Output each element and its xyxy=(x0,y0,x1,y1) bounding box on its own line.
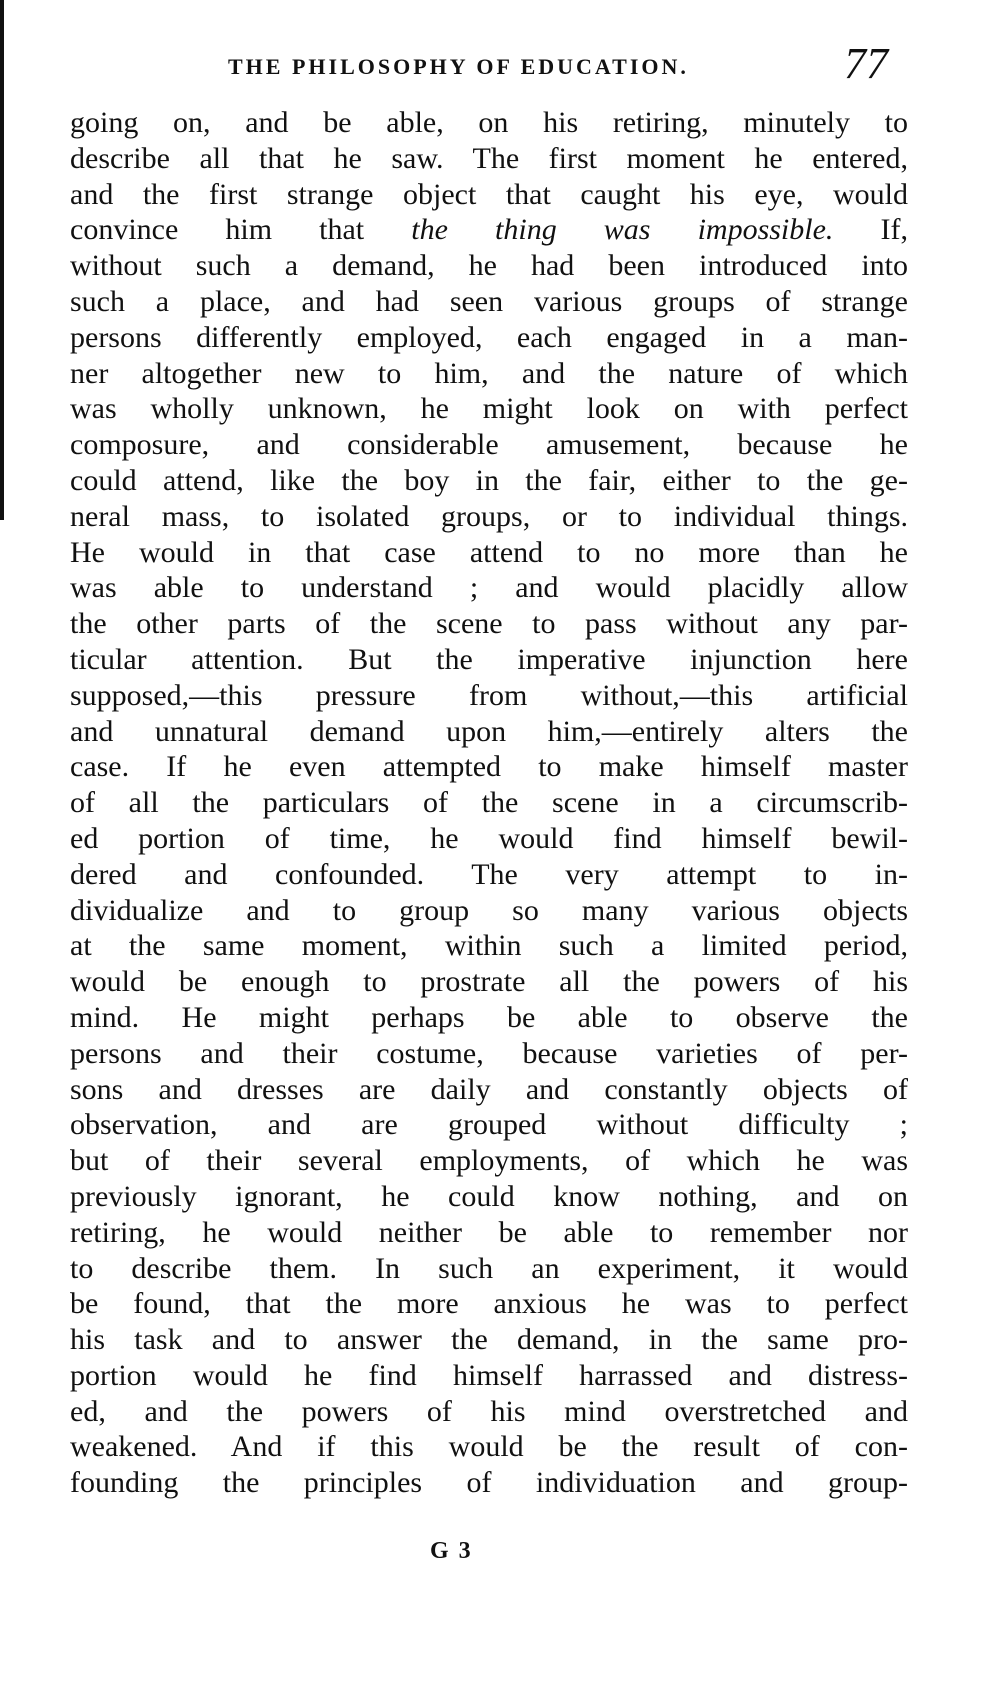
text-line: at the same moment, within such a limited period, xyxy=(70,929,908,963)
text-line: and unnatural demand upon him,—entirely alters the xyxy=(70,714,908,748)
text-line: portion would he find himself harrassed and distress- xyxy=(70,1358,908,1392)
text-line: describe all that he saw. The first moment he entered, xyxy=(70,141,908,175)
page-number: 77 xyxy=(844,39,888,88)
text-line: He would in that case attend to no more than he xyxy=(70,535,908,569)
text-line: dered and confounded. The very attempt to in- xyxy=(70,857,908,891)
running-head xyxy=(70,32,930,92)
text-line: going on, and be able, on his retiring, minutely to xyxy=(70,106,908,139)
text-line: neral mass, to isolated groups, or to individual things. xyxy=(70,499,908,533)
text-line: persons differently employed, each engaged in a man- xyxy=(70,320,908,354)
text-line: weakened. And if this would be the result of con- xyxy=(70,1430,908,1464)
text-line: retiring, he would neither be able to remember nor xyxy=(70,1215,908,1249)
text-line: be found, that the more anxious he was to perfect xyxy=(70,1287,908,1321)
text-line: composure, and considerable amusement, because he xyxy=(70,428,908,462)
text-line: sons and dresses are daily and constantly objects of xyxy=(70,1072,908,1106)
running-head-title: THE PHILOSOPHY OF EDUCATION. xyxy=(228,54,689,79)
text-line: case. If he even attempted to make himself master xyxy=(70,750,908,784)
text-line: dividualize and to group so many various objects xyxy=(70,893,908,927)
body-text xyxy=(70,105,908,1501)
text-line: founding the principles of individuation and group- xyxy=(70,1466,908,1500)
text-line: would be enough to prostrate all the powers of his xyxy=(70,965,908,999)
text-line: ed, and the powers of his mind overstretched and xyxy=(70,1394,908,1428)
text-line: was able to understand ; and would placidly allow xyxy=(70,571,908,605)
signature-mark: G 3 xyxy=(430,1538,473,1564)
text-run: convince him that xyxy=(70,213,412,247)
text-run: If, xyxy=(833,213,909,247)
text-line-with-italic xyxy=(70,212,908,248)
italic-phrase: the thing was impossible. xyxy=(411,213,834,247)
text-line: to describe them. In such an experiment, it would xyxy=(70,1251,908,1285)
text-line: his task and to answer the demand, in the same pro- xyxy=(70,1323,908,1357)
text-line: supposed,—this pressure from without,—this artificial xyxy=(70,678,908,712)
text-line: could attend, like the boy in the fair, either to the ge- xyxy=(70,463,908,497)
text-line: ed portion of time, he would find himself bewil- xyxy=(70,821,908,855)
text-line: ticular attention. But the imperative injunction here xyxy=(70,642,908,676)
text-line: ner altogether new to him, and the nature of which xyxy=(70,356,908,390)
text-line: was wholly unknown, he might look on with perfect xyxy=(70,392,908,426)
text-line: previously ignorant, he could know nothing, and on xyxy=(70,1179,908,1213)
text-line: persons and their costume, because varieties of per- xyxy=(70,1036,908,1070)
text-line: of all the particulars of the scene in a circumscrib- xyxy=(70,786,908,820)
text-line: such a place, and had seen various groups of strange xyxy=(70,284,908,318)
text-line: mind. He might perhaps be able to observe the xyxy=(70,1000,908,1034)
text-line: the other parts of the scene to pass without any par- xyxy=(70,607,908,641)
text-line: and the first strange object that caught his eye, would xyxy=(70,177,908,211)
text-line: observation, and are grouped without difficulty ; xyxy=(70,1108,908,1142)
text-line: but of their several employments, of which he was xyxy=(70,1144,908,1178)
text-line: without such a demand, he had been introduced into xyxy=(70,249,908,283)
